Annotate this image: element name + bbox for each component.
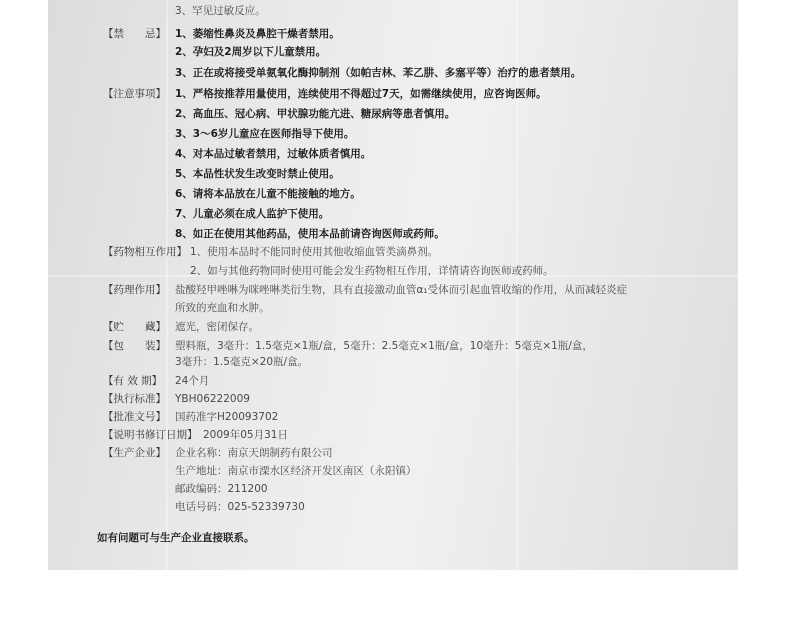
pharmacology-text: 盐酸羟甲唑啉为咪唑啉类衍生物，具有直接激动血管α₁受体而引起血管收缩的作用，从而减轻炎症 xyxy=(175,284,628,296)
precaution-item: 8、如正在使用其他药品，使用本品前请咨询医师或药师。 xyxy=(175,228,445,240)
standard-value: YBH06222009 xyxy=(175,393,250,405)
pharmacology-label: 【药理作用】 xyxy=(103,284,166,296)
revision-label: 【说明书修订日期】 xyxy=(103,429,198,441)
adverse-reaction-line: 3、罕见过敏反应。 xyxy=(175,5,266,17)
precaution-item: 5、本品性状发生改变时禁止使用。 xyxy=(175,168,340,180)
manufacturer-phone: 电话号码：025-52339730 xyxy=(175,501,305,513)
packaging-label: 【包 装】 xyxy=(103,340,166,352)
precaution-item: 3、3～6岁儿童应在医师指导下使用。 xyxy=(175,128,355,140)
interactions-label: 【药物相互作用】 xyxy=(103,246,187,258)
precaution-item: 7、儿童必须在成人监护下使用。 xyxy=(175,208,330,220)
storage-label: 【贮 藏】 xyxy=(103,321,166,333)
revision-value: 2009年05月31日 xyxy=(203,429,288,441)
manufacturer-name: 企业名称：南京天朗制药有限公司 xyxy=(175,447,333,459)
fold-line xyxy=(166,0,168,570)
pharmacology-text: 所致的充血和水肿。 xyxy=(175,302,270,314)
precaution-item: 6、请将本品放在儿童不能接触的地方。 xyxy=(175,188,361,200)
precaution-item: 1、严格按推荐用量使用，连续使用不得超过7天，如需继续使用，应咨询医师。 xyxy=(175,88,547,100)
interaction-item: 1、使用本品时不能同时使用其他收缩血管类滴鼻剂。 xyxy=(190,246,439,258)
approval-label: 【批准文号】 xyxy=(103,411,166,423)
packaging-text: 3毫升：1.5毫克×20瓶/盒。 xyxy=(175,356,309,368)
contraindications-label: 【禁 忌】 xyxy=(103,28,166,40)
contraindication-item: 3、正在或将接受单氨氧化酶抑制剂（如帕吉林、苯乙肼、多塞平等）治疗的患者禁用。 xyxy=(175,67,582,79)
validity-label: 【有 效 期】 xyxy=(103,375,163,387)
precautions-label: 【注意事项】 xyxy=(103,88,166,100)
contraindication-item: 2、孕妇及2周岁以下儿童禁用。 xyxy=(175,46,327,58)
precaution-item: 2、高血压、冠心病、甲状腺功能亢进、糖尿病等患者慎用。 xyxy=(175,108,456,120)
validity-value: 24个月 xyxy=(175,375,210,387)
standard-label: 【执行标准】 xyxy=(103,393,166,405)
manufacturer-postcode: 邮政编码：211200 xyxy=(175,483,268,495)
interaction-item: 2、如与其他药物同时使用可能会发生药物相互作用，详情请咨询医师或药师。 xyxy=(190,265,554,277)
contact-note: 如有问题可与生产企业直接联系。 xyxy=(97,532,255,544)
manufacturer-label: 【生产企业】 xyxy=(103,447,166,459)
manufacturer-address: 生产地址：南京市溧水区经济开发区南区（永阳镇） xyxy=(175,465,417,477)
storage-value: 遮光，密闭保存。 xyxy=(175,321,259,333)
packaging-text: 塑料瓶，3毫升：1.5毫克×1瓶/盒，5毫升：2.5毫克×1瓶/盒，10毫升：5毫克×1瓶/盒， xyxy=(175,340,593,352)
contraindication-item: 1、萎缩性鼻炎及鼻腔干燥者禁用。 xyxy=(175,28,340,40)
precaution-item: 4、对本品过敏者禁用，过敏体质者慎用。 xyxy=(175,148,372,160)
approval-value: 国药准字H20093702 xyxy=(175,411,279,423)
